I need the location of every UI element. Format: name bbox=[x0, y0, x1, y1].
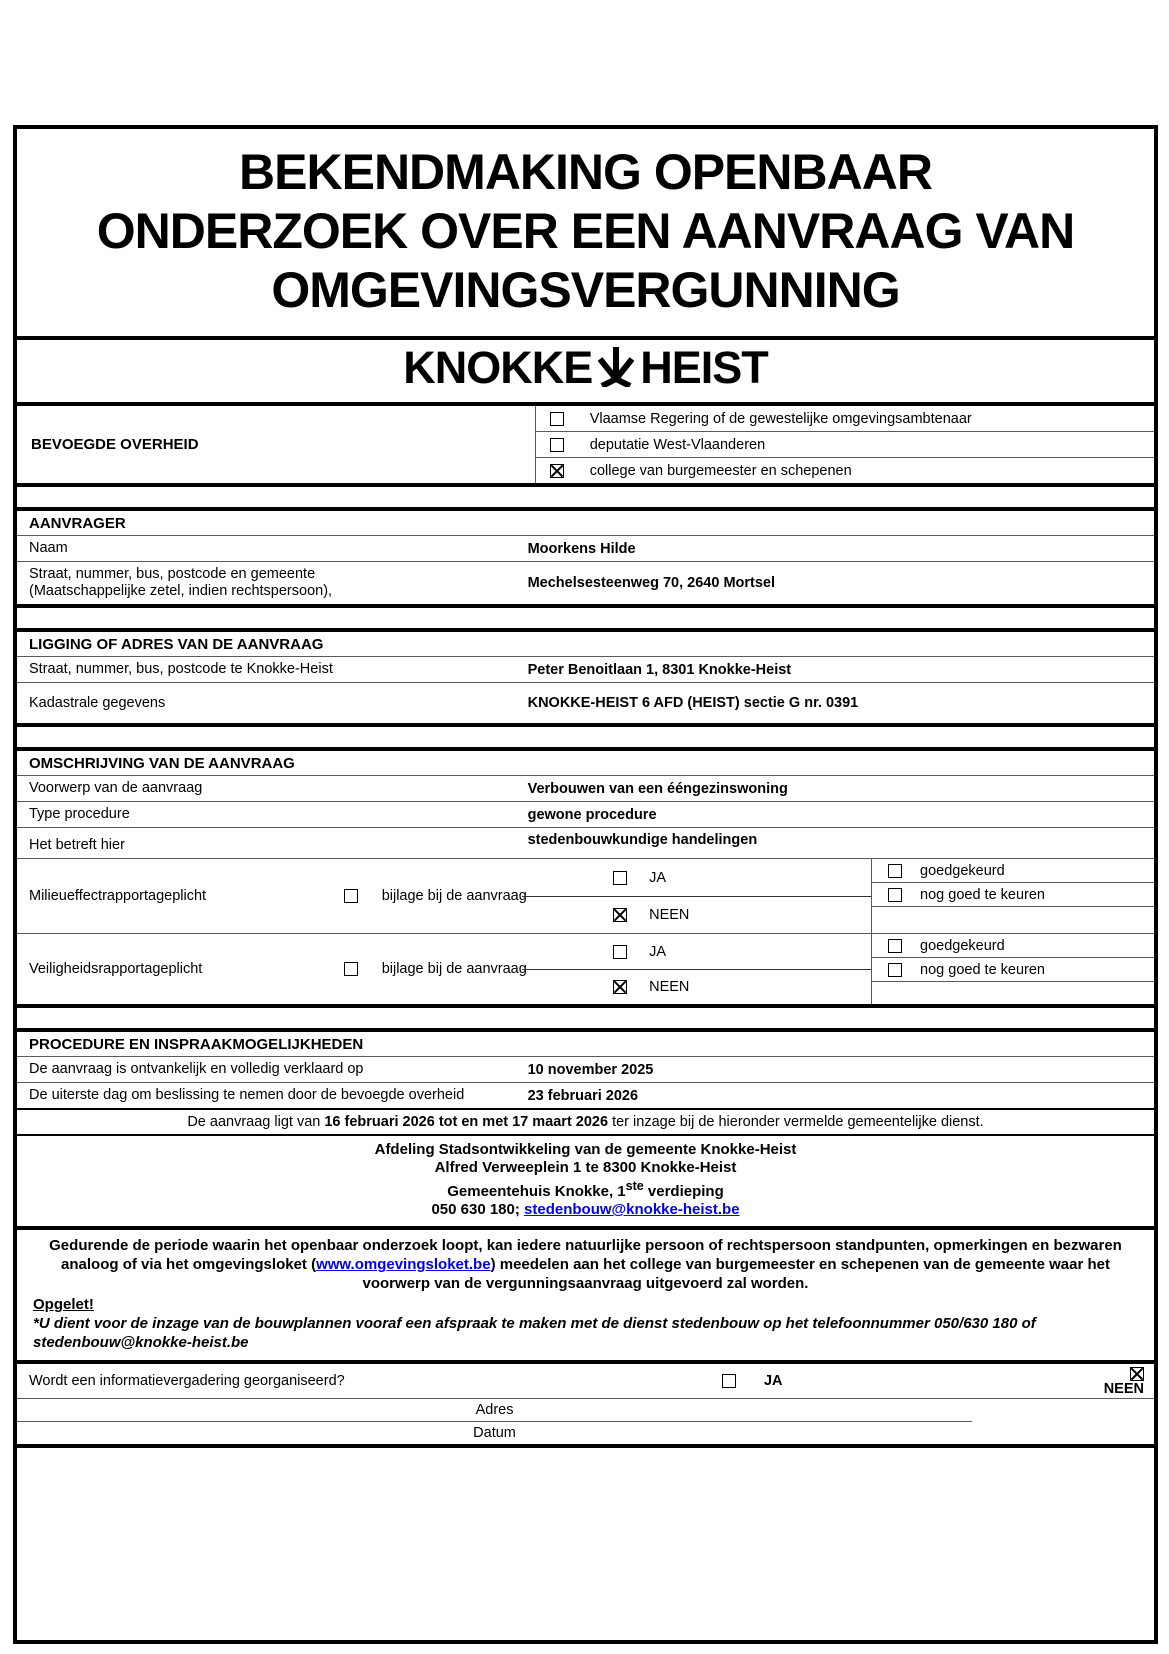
ja-label: JA bbox=[649, 870, 667, 887]
email-link[interactable]: stedenbouw@knokke-heist.be bbox=[524, 1201, 740, 1218]
type-procedure-row bbox=[17, 802, 1154, 828]
veiligheid-bijlage bbox=[344, 961, 527, 977]
ligging-header: LIGGING OF ADRES VAN DE AANVRAAG bbox=[17, 632, 1154, 657]
veiligheid-row bbox=[17, 934, 1154, 1004]
milieueffect-goedgekeurd bbox=[872, 859, 1154, 882]
gemeentelijke-dienst-block bbox=[17, 1136, 1154, 1226]
kadaster-label: Kadastrale gegevens bbox=[29, 694, 166, 711]
inzage-period: 16 februari 2026 tot en met 17 maart 2026 bbox=[324, 1114, 609, 1130]
option-label: deputatie West-Vlaanderen bbox=[589, 436, 766, 453]
aanvrager-adres-value: Mechelsesteenweg 70, 2640 Mortsel bbox=[527, 575, 776, 591]
uiterste-dag-value: 23 februari 2026 bbox=[527, 1087, 639, 1104]
voorwerp-value: Verbouwen van een ééngezinswoning bbox=[527, 780, 788, 797]
informatievergadering-row bbox=[17, 1364, 1154, 1399]
milieueffect-label: Milieueffectrapportageplicht bbox=[29, 888, 207, 904]
checkbox-veiligheid-nogkeuren bbox=[888, 963, 902, 977]
ligging-adres-label: Straat, nummer, bus, postcode te Knokke-Heist bbox=[29, 661, 333, 677]
section-divider bbox=[17, 1004, 1154, 1032]
checkbox-milieueffect-bijlage bbox=[344, 889, 358, 903]
checkbox-college bbox=[550, 464, 564, 478]
bijlage-label: bijlage bij de aanvraag bbox=[381, 888, 527, 904]
betreft-row bbox=[17, 828, 1154, 859]
type-procedure-value: gewone procedure bbox=[527, 806, 657, 823]
inzage-row: De aanvraag ligt van 16 februari 2026 tot en met 17 maart 2026 ter inzage bij de hieronder vermelde gemeentelijke dienst. bbox=[17, 1108, 1154, 1136]
nog-goed-te-keuren-label: nog goed te keuren bbox=[920, 886, 1045, 903]
logo-text-left: KNOKKE bbox=[403, 342, 593, 393]
informatievergadering-label: Wordt een informatievergadering georganiseerd? bbox=[29, 1373, 345, 1389]
ja-label: JA bbox=[763, 1373, 783, 1389]
neen-label: NEEN bbox=[649, 979, 690, 996]
checkbox-vergadering-ja bbox=[722, 1374, 736, 1388]
option-label: Vlaamse Regering of de gewestelijke omgevingsambtenaar bbox=[589, 410, 972, 427]
checkbox-deputatie bbox=[550, 438, 564, 452]
option-deputatie bbox=[536, 431, 1154, 457]
checkbox-veiligheid-bijlage bbox=[344, 962, 358, 976]
type-procedure-label: Type procedure bbox=[29, 806, 130, 822]
milieueffect-bijlage bbox=[344, 888, 527, 904]
option-vlaamse-regering bbox=[536, 406, 1154, 431]
dienst-verdieping: Gemeentehuis Knokke, 1ste verdieping bbox=[447, 1179, 724, 1200]
omschrijving-header: OMSCHRIJVING VAN DE AANVRAAG bbox=[17, 751, 1154, 776]
checkbox-veiligheid-neen bbox=[613, 980, 627, 994]
fill-in-line bbox=[522, 969, 871, 970]
adres-row: Adres bbox=[17, 1399, 972, 1422]
checkbox-milieueffect-nogkeuren bbox=[888, 888, 902, 902]
milieueffect-status-column bbox=[871, 859, 1154, 933]
kadaster-row bbox=[17, 683, 1154, 723]
bezwaar-block bbox=[17, 1226, 1154, 1364]
section-procedure bbox=[17, 1032, 1154, 1640]
bevoegde-overheid-label: BEVOEGDE OVERHEID bbox=[17, 406, 536, 483]
uiterste-dag-label: De uiterste dag om beslissing te nemen door de bevoegde overheid bbox=[29, 1087, 465, 1103]
checkbox-vergadering-neen bbox=[1130, 1367, 1144, 1381]
checkbox-milieueffect-ja bbox=[613, 871, 627, 885]
section-divider bbox=[17, 604, 1154, 632]
veiligheid-ja bbox=[613, 944, 666, 960]
section-bevoegde-overheid bbox=[17, 406, 1154, 483]
aanvrager-adres-row bbox=[17, 562, 1154, 604]
neen-label: NEEN bbox=[649, 907, 690, 924]
omgevingsloket-link[interactable]: www.omgevingsloket.be bbox=[316, 1256, 491, 1273]
procedure-header: PROCEDURE EN INSPRAAKMOGELIJKHEDEN bbox=[17, 1032, 1154, 1057]
checkbox-veiligheid-goedgekeurd bbox=[888, 939, 902, 953]
document-title bbox=[17, 129, 1154, 340]
title-line-1: BEKENDMAKING OPENBAAR bbox=[239, 144, 932, 200]
goedgekeurd-label: goedgekeurd bbox=[920, 937, 1005, 954]
informatievergadering-ja bbox=[722, 1373, 783, 1389]
voorwerp-row bbox=[17, 776, 1154, 802]
bijlage-label: bijlage bij de aanvraag bbox=[381, 961, 527, 977]
nog-goed-te-keuren-label: nog goed te keuren bbox=[920, 961, 1045, 978]
ontvankelijk-value: 10 november 2025 bbox=[527, 1061, 654, 1078]
neen-label: NEEN bbox=[1103, 1381, 1144, 1397]
section-aanvrager bbox=[17, 511, 1154, 604]
naam-label: Naam bbox=[29, 540, 68, 556]
milieueffect-nog-goed-te-keuren bbox=[872, 882, 1154, 906]
starburst-icon bbox=[592, 342, 640, 393]
aanvrager-header: AANVRAGER bbox=[17, 511, 1154, 536]
title-line-3: OMGEVINGSVERGUNNING bbox=[271, 262, 900, 318]
datum-row: Datum bbox=[473, 1425, 516, 1441]
veiligheid-neen bbox=[613, 979, 689, 995]
ontvankelijk-row bbox=[17, 1057, 1154, 1083]
option-label: college van burgemeester en schepenen bbox=[589, 462, 852, 479]
title-line-2: ONDERZOEK OVER EEN AANVRAAG VAN bbox=[96, 203, 1075, 259]
checkbox-milieueffect-goedgekeurd bbox=[888, 864, 902, 878]
naam-row bbox=[17, 536, 1154, 562]
checkbox-veiligheid-ja bbox=[613, 945, 627, 959]
veiligheid-nog-goed-te-keuren bbox=[872, 957, 1154, 981]
aanvrager-adres-label: Straat, nummer, bus, postcode en gemeente (Maatschappelijke zetel, indien rechtspersoon), bbox=[29, 566, 333, 599]
ja-label: JA bbox=[649, 944, 667, 961]
naam-value: Moorkens Hilde bbox=[527, 540, 636, 557]
ligging-adres-value: Peter Benoitlaan 1, 8301 Knokke-Heist bbox=[527, 661, 792, 678]
veiligheid-status-column bbox=[871, 934, 1154, 1004]
section-omschrijving bbox=[17, 751, 1154, 1004]
section-divider bbox=[17, 483, 1154, 511]
milieueffect-row bbox=[17, 859, 1154, 934]
betreft-label: Het betreft hier bbox=[29, 837, 125, 853]
dienst-contact: 050 630 180; stedenbouw@knokke-heist.be bbox=[431, 1201, 740, 1218]
logo-text-right: HEIST bbox=[640, 342, 768, 393]
kadaster-value: KNOKKE-HEIST 6 AFD (HEIST) sectie G nr. 0391 bbox=[527, 695, 859, 711]
ligging-adres-row bbox=[17, 657, 1154, 683]
milieueffect-neen bbox=[613, 907, 689, 923]
veiligheid-label: Veiligheidsrapportageplicht bbox=[29, 961, 203, 977]
milieueffect-ja bbox=[613, 870, 666, 886]
bevoegde-overheid-options bbox=[536, 406, 1154, 483]
announcement-document bbox=[13, 125, 1158, 1644]
checkbox-vlaamse-regering bbox=[550, 412, 564, 426]
goedgekeurd-label: goedgekeurd bbox=[920, 862, 1005, 879]
veiligheid-middle bbox=[334, 934, 871, 1004]
dienst-adres: Alfred Verweeplein 1 te 8300 Knokke-Heist bbox=[434, 1159, 737, 1176]
veiligheid-goedgekeurd bbox=[872, 934, 1154, 957]
municipality-logo bbox=[17, 340, 1154, 406]
dienst-naam: Afdeling Stadsontwikkeling van de gemeente Knokke-Heist bbox=[374, 1141, 797, 1158]
milieueffect-middle bbox=[334, 859, 871, 933]
betreft-value: stedenbouwkundige handelingen bbox=[527, 832, 758, 848]
option-college bbox=[536, 457, 1154, 483]
ontvankelijk-label: De aanvraag is ontvankelijk en volledig verklaard op bbox=[29, 1061, 364, 1077]
bezwaar-paragraaf: Gedurende de periode waarin het openbaar onderzoek loopt, kan iedere natuurlijke persoon of rechtspersoon standpunten, opmerkingen en bezwaren analoog of via het omgevingsloket (www.omgevingsloket.be) meedelen aan het college van burgemeester en schepenen van de gemeente waar het voorwerp van de vergunningsaanvraag uitgevoerd zal worden. bbox=[49, 1237, 1122, 1292]
checkbox-milieueffect-neen bbox=[613, 908, 627, 922]
uiterste-dag-row bbox=[17, 1083, 1154, 1108]
afspraak-note: *U dient voor de inzage van de bouwplannen vooraf een afspraak te maken met de dienst stedenbouw op het telefoonnummer 050/630 180 of stedenbouw@knokke-heist.be bbox=[33, 1315, 1036, 1351]
fill-in-line bbox=[522, 896, 871, 897]
empty-signature-area bbox=[17, 1444, 1154, 1640]
section-ligging bbox=[17, 632, 1154, 723]
opgelet-label: Opgelet! bbox=[33, 1296, 94, 1313]
section-divider bbox=[17, 723, 1154, 751]
informatievergadering-neen bbox=[1104, 1365, 1154, 1397]
voorwerp-label: Voorwerp van de aanvraag bbox=[29, 780, 203, 796]
